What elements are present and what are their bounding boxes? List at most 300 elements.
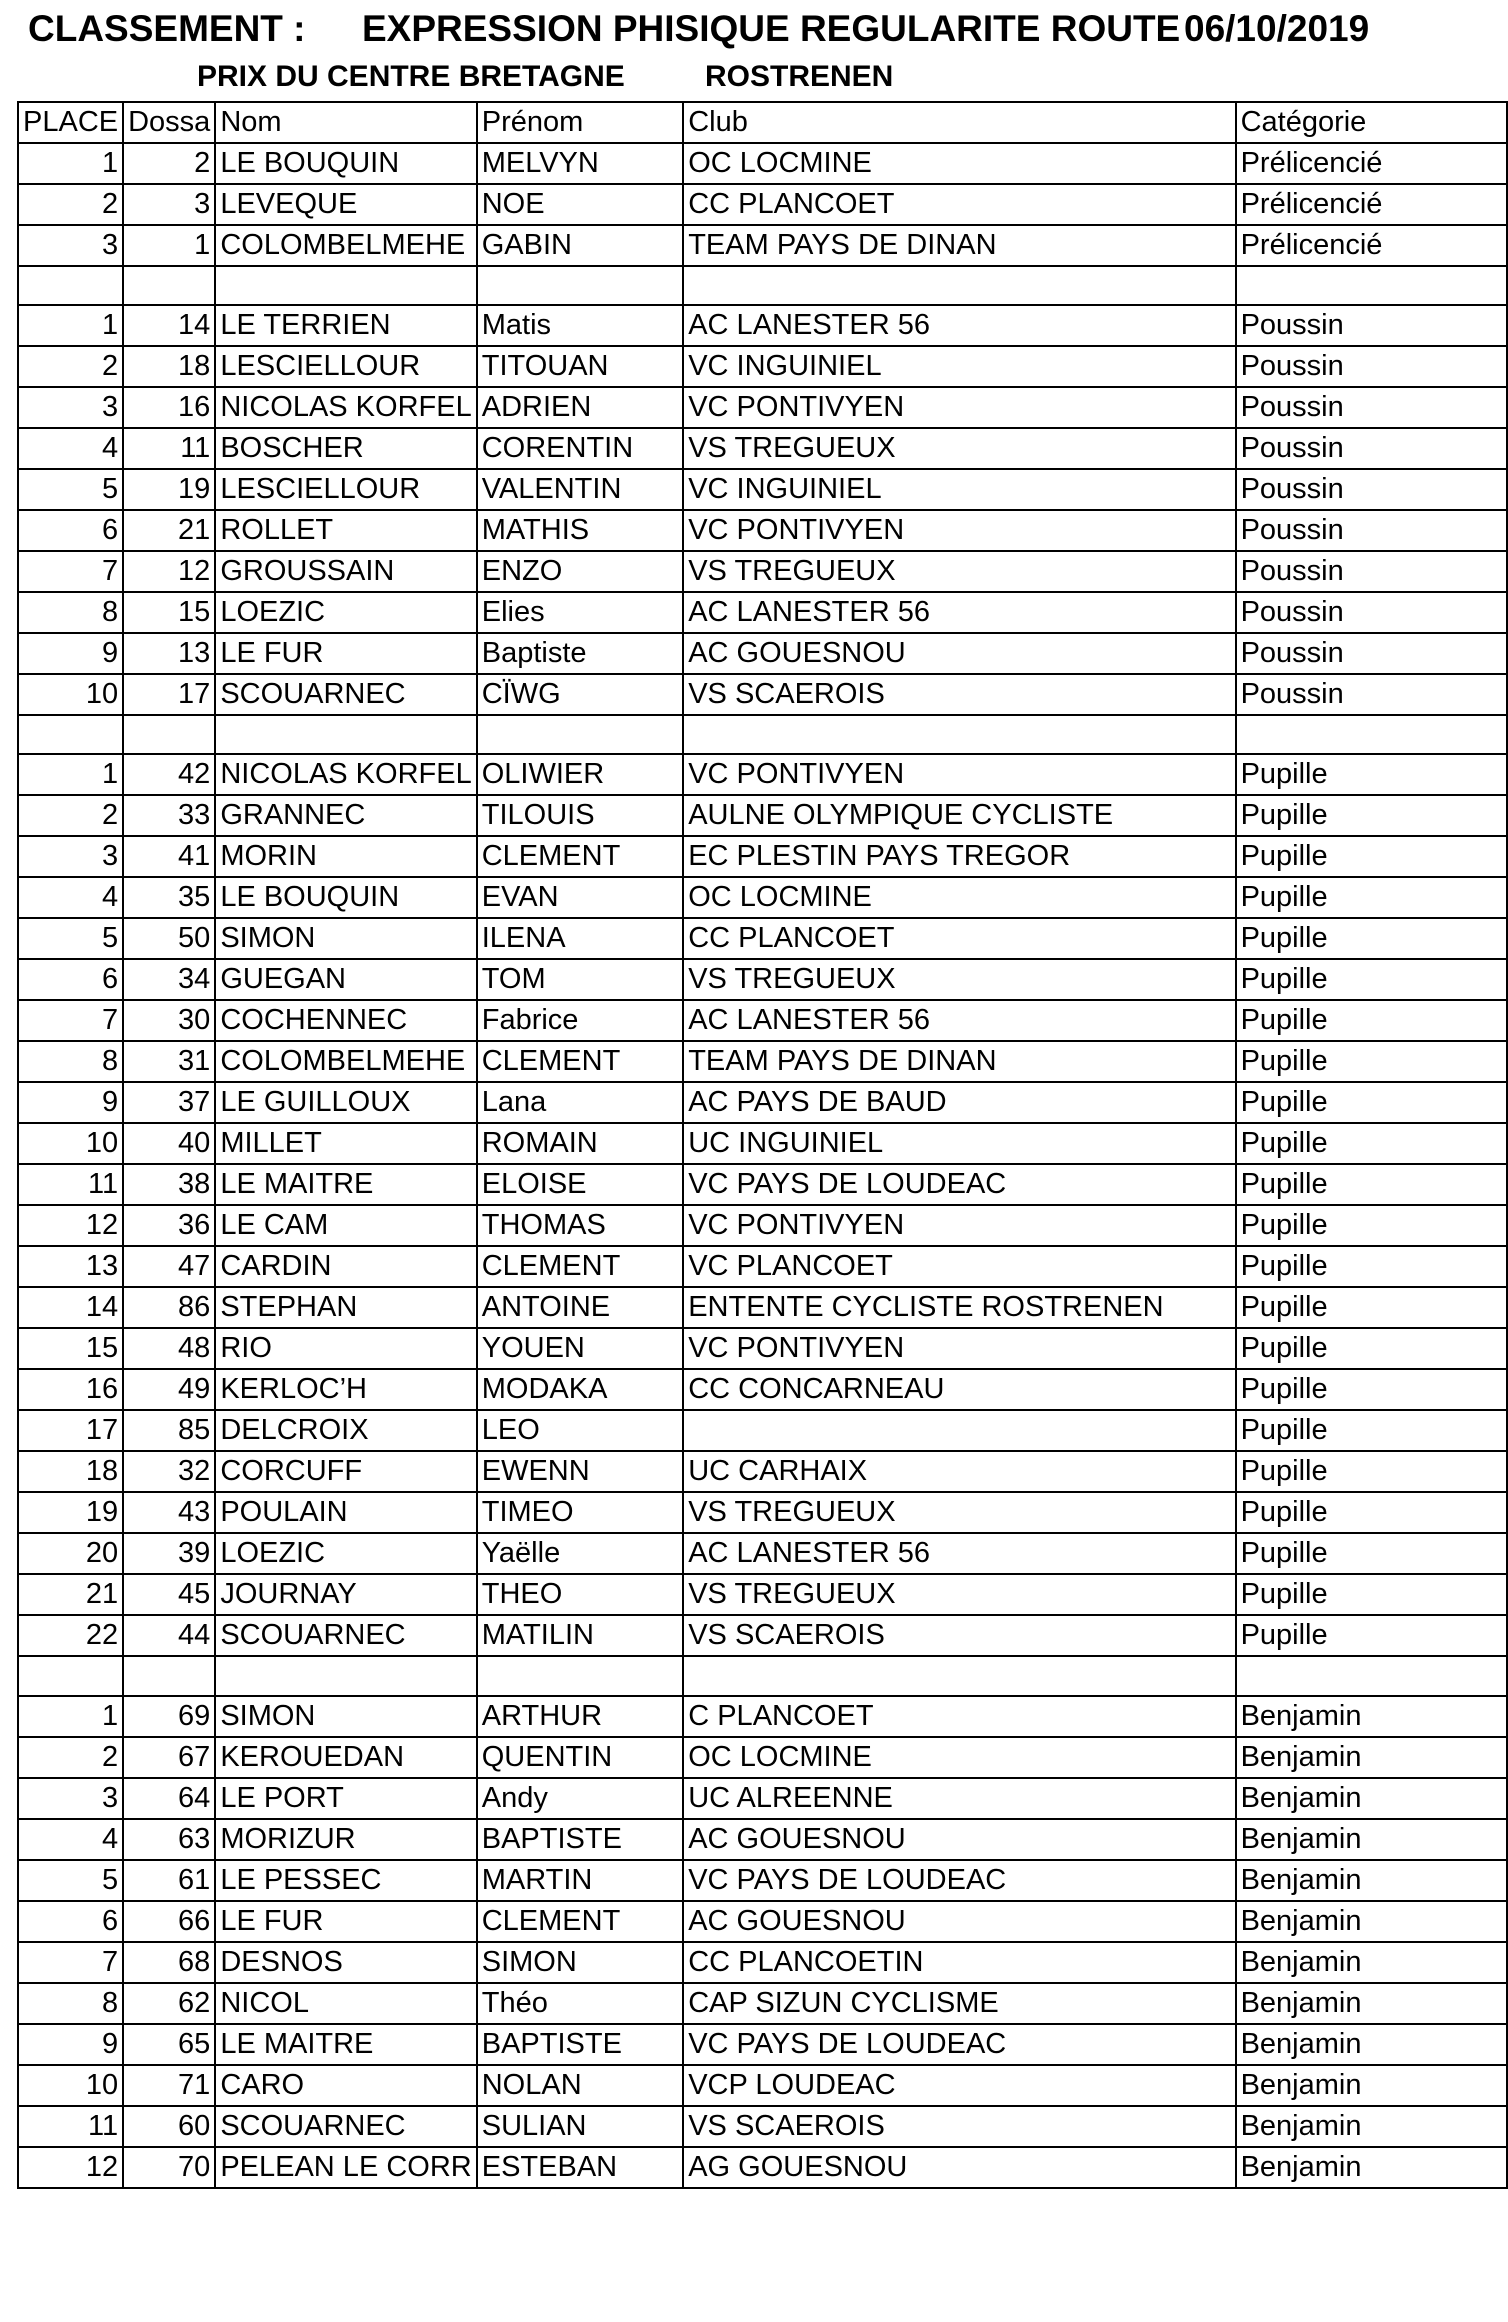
spacer-row: [18, 266, 1507, 305]
place-cell: 3: [18, 836, 123, 877]
prenom-cell: Fabrice: [477, 1000, 683, 1041]
nom-cell: SIMON: [215, 1696, 476, 1737]
table-row: [18, 346, 1507, 387]
spacer-row: [18, 715, 1507, 754]
place-cell: 12: [18, 1205, 123, 1246]
prenom-cell: OLIWIER: [477, 754, 683, 795]
prenom-cell: QUENTIN: [477, 1737, 683, 1778]
place-cell: 2: [18, 1737, 123, 1778]
table-row: [18, 1000, 1507, 1041]
place-cell: 11: [18, 2106, 123, 2147]
prenom-cell: ROMAIN: [477, 1123, 683, 1164]
club-cell: CC PLANCOET: [683, 184, 1235, 225]
table-row: [18, 1082, 1507, 1123]
prenom-cell: EVAN: [477, 877, 683, 918]
dossard-cell: 47: [123, 1246, 215, 1287]
prenom-cell: ESTEBAN: [477, 2147, 683, 2188]
nom-cell: LESCIELLOUR: [215, 469, 476, 510]
table-row: [18, 2106, 1507, 2147]
prenom-cell: MARTIN: [477, 1860, 683, 1901]
nom-cell: LE MAITRE: [215, 2024, 476, 2065]
table-row: [18, 143, 1507, 184]
place-cell: 5: [18, 1860, 123, 1901]
dossard-cell: 1: [123, 225, 215, 266]
location-subtitle: ROSTRENEN: [705, 60, 894, 93]
dossard-cell: [123, 1656, 215, 1695]
table-row: [18, 2024, 1507, 2065]
place-cell: 9: [18, 633, 123, 674]
table-row: [18, 1246, 1507, 1287]
nom-cell: GRANNEC: [215, 795, 476, 836]
club-cell: AC LANESTER 56: [683, 305, 1235, 346]
club-cell: AC LANESTER 56: [683, 1000, 1235, 1041]
club-cell: VS TREGUEUX: [683, 1492, 1235, 1533]
dossard-cell: 30: [123, 1000, 215, 1041]
club-cell: VC PAYS DE LOUDEAC: [683, 1164, 1235, 1205]
club-cell: VC PONTIVYEN: [683, 754, 1235, 795]
club-cell: VC INGUINIEL: [683, 469, 1235, 510]
club-cell: AC GOUESNOU: [683, 1901, 1235, 1942]
place-cell: [18, 1656, 123, 1695]
table-row: [18, 428, 1507, 469]
nom-cell: LE GUILLOUX: [215, 1082, 476, 1123]
nom-cell: MORIZUR: [215, 1819, 476, 1860]
club-cell: [683, 1410, 1235, 1451]
dossard-cell: 71: [123, 2065, 215, 2106]
prenom-cell: Andy: [477, 1778, 683, 1819]
categorie-cell: Pupille: [1236, 1410, 1507, 1451]
club-cell: VC PLANCOET: [683, 1246, 1235, 1287]
prenom-cell: SIMON: [477, 1942, 683, 1983]
table-row: [18, 754, 1507, 795]
club-cell: AULNE OLYMPIQUE CYCLISTE: [683, 795, 1235, 836]
place-cell: 21: [18, 1574, 123, 1615]
club-cell: CC CONCARNEAU: [683, 1369, 1235, 1410]
categorie-cell: Pupille: [1236, 1000, 1507, 1041]
prenom-cell: CÏWG: [477, 674, 683, 715]
dossard-cell: 17: [123, 674, 215, 715]
nom-cell: COLOMBELMEHE: [215, 225, 476, 266]
categorie-cell: Benjamin: [1236, 1942, 1507, 1983]
club-cell: AC GOUESNOU: [683, 1819, 1235, 1860]
nom-cell: LESCIELLOUR: [215, 346, 476, 387]
table-row: [18, 387, 1507, 428]
categorie-cell: Pupille: [1236, 877, 1507, 918]
nom-cell: [215, 1656, 476, 1695]
categorie-cell: Pupille: [1236, 1082, 1507, 1123]
nom-cell: LE PORT: [215, 1778, 476, 1819]
prenom-cell: SULIAN: [477, 2106, 683, 2147]
categorie-cell: Prélicencié: [1236, 184, 1507, 225]
club-cell: TEAM PAYS DE DINAN: [683, 1041, 1235, 1082]
categorie-cell: Benjamin: [1236, 1819, 1507, 1860]
categorie-cell: Pupille: [1236, 1451, 1507, 1492]
prenom-cell: Elies: [477, 592, 683, 633]
dossard-cell: 45: [123, 1574, 215, 1615]
place-cell: 1: [18, 305, 123, 346]
prenom-cell: MATHIS: [477, 510, 683, 551]
club-cell: AG GOUESNOU: [683, 2147, 1235, 2188]
place-cell: 3: [18, 1778, 123, 1819]
club-cell: UC CARHAIX: [683, 1451, 1235, 1492]
prenom-cell: EWENN: [477, 1451, 683, 1492]
header-row: [18, 102, 1507, 143]
place-cell: 14: [18, 1287, 123, 1328]
table-row: [18, 959, 1507, 1000]
table-row: [18, 1041, 1507, 1082]
club-cell: VC PONTIVYEN: [683, 1328, 1235, 1369]
event-date: 06/10/2019: [1184, 8, 1370, 49]
place-cell: 7: [18, 551, 123, 592]
nom-cell: JOURNAY: [215, 1574, 476, 1615]
categorie-cell: Poussin: [1236, 551, 1507, 592]
table-row: [18, 1983, 1507, 2024]
dossard-cell: 35: [123, 877, 215, 918]
prenom-cell: ELOISE: [477, 1164, 683, 1205]
prenom-cell: THEO: [477, 1574, 683, 1615]
dossard-cell: 15: [123, 592, 215, 633]
dossard-cell: 3: [123, 184, 215, 225]
categorie-cell: Benjamin: [1236, 2106, 1507, 2147]
club-cell: UC INGUINIEL: [683, 1123, 1235, 1164]
dossard-cell: 68: [123, 1942, 215, 1983]
place-cell: 4: [18, 1819, 123, 1860]
spacer-row: [18, 1656, 1507, 1695]
prenom-cell: TIMEO: [477, 1492, 683, 1533]
categorie-cell: Pupille: [1236, 754, 1507, 795]
dossard-cell: 48: [123, 1328, 215, 1369]
place-cell: 11: [18, 1164, 123, 1205]
nom-cell: MILLET: [215, 1123, 476, 1164]
nom-cell: LE CAM: [215, 1205, 476, 1246]
club-cell: OC LOCMINE: [683, 1737, 1235, 1778]
place-cell: 5: [18, 918, 123, 959]
place-cell: 8: [18, 592, 123, 633]
club-cell: VC PAYS DE LOUDEAC: [683, 1860, 1235, 1901]
dossard-cell: 40: [123, 1123, 215, 1164]
nom-cell: GUEGAN: [215, 959, 476, 1000]
categorie-cell: Poussin: [1236, 428, 1507, 469]
prenom-cell: TOM: [477, 959, 683, 1000]
categorie-cell: Poussin: [1236, 387, 1507, 428]
header-nom: Nom: [215, 102, 476, 143]
club-cell: [683, 266, 1235, 305]
prenom-cell: ILENA: [477, 918, 683, 959]
place-cell: 1: [18, 143, 123, 184]
categorie-cell: Pupille: [1236, 918, 1507, 959]
table-row: [18, 510, 1507, 551]
prenom-cell: NOE: [477, 184, 683, 225]
nom-cell: COLOMBELMEHE: [215, 1041, 476, 1082]
dossard-cell: 63: [123, 1819, 215, 1860]
nom-cell: CORCUFF: [215, 1451, 476, 1492]
prenom-cell: VALENTIN: [477, 469, 683, 510]
categorie-cell: Pupille: [1236, 1246, 1507, 1287]
table-row: [18, 1287, 1507, 1328]
table-row: [18, 1328, 1507, 1369]
club-cell: TEAM PAYS DE DINAN: [683, 225, 1235, 266]
categorie-cell: Benjamin: [1236, 1737, 1507, 1778]
nom-cell: LE FUR: [215, 1901, 476, 1942]
prenom-cell: ARTHUR: [477, 1696, 683, 1737]
table-row: [18, 1574, 1507, 1615]
dossard-cell: 38: [123, 1164, 215, 1205]
place-cell: 4: [18, 428, 123, 469]
place-cell: [18, 266, 123, 305]
nom-cell: DELCROIX: [215, 1410, 476, 1451]
table-row: [18, 184, 1507, 225]
dossard-cell: 12: [123, 551, 215, 592]
table-row: [18, 225, 1507, 266]
place-cell: 1: [18, 1696, 123, 1737]
header-club: Club: [683, 102, 1235, 143]
prenom-cell: [477, 715, 683, 754]
table-row: [18, 1942, 1507, 1983]
prenom-cell: [477, 1656, 683, 1695]
dossard-cell: 21: [123, 510, 215, 551]
club-cell: VS SCAEROIS: [683, 1615, 1235, 1656]
club-cell: UC ALREENNE: [683, 1778, 1235, 1819]
club-cell: VC PAYS DE LOUDEAC: [683, 2024, 1235, 2065]
place-cell: 10: [18, 674, 123, 715]
table-row: [18, 1533, 1507, 1574]
header-place: PLACE: [18, 102, 123, 143]
nom-cell: LOEZIC: [215, 592, 476, 633]
results-table: [17, 101, 1508, 2189]
table-row: [18, 1860, 1507, 1901]
prenom-cell: CORENTIN: [477, 428, 683, 469]
header-dossard: Dossa: [123, 102, 215, 143]
nom-cell: RIO: [215, 1328, 476, 1369]
dossard-cell: 14: [123, 305, 215, 346]
categorie-cell: Pupille: [1236, 1574, 1507, 1615]
dossard-cell: 66: [123, 1901, 215, 1942]
club-cell: AC GOUESNOU: [683, 633, 1235, 674]
nom-cell: LE TERRIEN: [215, 305, 476, 346]
nom-cell: DESNOS: [215, 1942, 476, 1983]
categorie-cell: Benjamin: [1236, 1778, 1507, 1819]
prenom-cell: BAPTISTE: [477, 2024, 683, 2065]
categorie-cell: [1236, 715, 1507, 754]
place-cell: 9: [18, 1082, 123, 1123]
nom-cell: LEVEQUE: [215, 184, 476, 225]
prenom-cell: CLEMENT: [477, 836, 683, 877]
place-cell: 7: [18, 1000, 123, 1041]
table-row: [18, 305, 1507, 346]
prenom-cell: ADRIEN: [477, 387, 683, 428]
dossard-cell: 44: [123, 1615, 215, 1656]
club-cell: AC LANESTER 56: [683, 592, 1235, 633]
table-row: [18, 1778, 1507, 1819]
table-row: [18, 1369, 1507, 1410]
header-categorie: Catégorie: [1236, 102, 1507, 143]
prenom-cell: CLEMENT: [477, 1041, 683, 1082]
dossard-cell: 37: [123, 1082, 215, 1123]
prenom-cell: NOLAN: [477, 2065, 683, 2106]
club-cell: CAP SIZUN CYCLISME: [683, 1983, 1235, 2024]
nom-cell: LOEZIC: [215, 1533, 476, 1574]
categorie-cell: Pupille: [1236, 1205, 1507, 1246]
club-cell: [683, 715, 1235, 754]
dossard-cell: 86: [123, 1287, 215, 1328]
prenom-cell: ENZO: [477, 551, 683, 592]
dossard-cell: [123, 715, 215, 754]
club-cell: VS SCAEROIS: [683, 674, 1235, 715]
dossard-cell: 43: [123, 1492, 215, 1533]
place-cell: 8: [18, 1041, 123, 1082]
dossard-cell: 50: [123, 918, 215, 959]
dossard-cell: 41: [123, 836, 215, 877]
nom-cell: KERLOC’H: [215, 1369, 476, 1410]
categorie-cell: Pupille: [1236, 1164, 1507, 1205]
dossard-cell: 70: [123, 2147, 215, 2188]
club-cell: VS SCAEROIS: [683, 2106, 1235, 2147]
prenom-cell: MELVYN: [477, 143, 683, 184]
categorie-cell: Pupille: [1236, 795, 1507, 836]
place-cell: 3: [18, 387, 123, 428]
table-row: [18, 1451, 1507, 1492]
place-cell: 18: [18, 1451, 123, 1492]
categorie-cell: Prélicencié: [1236, 225, 1507, 266]
table-row: [18, 592, 1507, 633]
nom-cell: CARDIN: [215, 1246, 476, 1287]
prenom-cell: TILOUIS: [477, 795, 683, 836]
place-cell: 12: [18, 2147, 123, 2188]
categorie-cell: Pupille: [1236, 1287, 1507, 1328]
table-row: [18, 1696, 1507, 1737]
dossard-cell: 36: [123, 1205, 215, 1246]
dossard-cell: 49: [123, 1369, 215, 1410]
categorie-cell: Benjamin: [1236, 1983, 1507, 2024]
nom-cell: MORIN: [215, 836, 476, 877]
table-row: [18, 551, 1507, 592]
categorie-cell: Pupille: [1236, 1041, 1507, 1082]
categorie-cell: Prélicencié: [1236, 143, 1507, 184]
table-row: [18, 633, 1507, 674]
table-row: [18, 674, 1507, 715]
table-row: [18, 877, 1507, 918]
table-row: [18, 1164, 1507, 1205]
nom-cell: ROLLET: [215, 510, 476, 551]
prenom-cell: GABIN: [477, 225, 683, 266]
prenom-cell: THOMAS: [477, 1205, 683, 1246]
categorie-cell: Poussin: [1236, 469, 1507, 510]
place-cell: 5: [18, 469, 123, 510]
table-row: [18, 2065, 1507, 2106]
place-cell: 20: [18, 1533, 123, 1574]
club-cell: VS TREGUEUX: [683, 1574, 1235, 1615]
dossard-cell: 42: [123, 754, 215, 795]
club-cell: [683, 1656, 1235, 1695]
nom-cell: LE MAITRE: [215, 1164, 476, 1205]
dossard-cell: 60: [123, 2106, 215, 2147]
club-cell: AC PAYS DE BAUD: [683, 1082, 1235, 1123]
club-cell: VC PONTIVYEN: [683, 510, 1235, 551]
dossard-cell: 61: [123, 1860, 215, 1901]
prix-subtitle: PRIX DU CENTRE BRETAGNE: [197, 60, 625, 93]
prenom-cell: LEO: [477, 1410, 683, 1451]
categorie-cell: Pupille: [1236, 1492, 1507, 1533]
table-row: [18, 469, 1507, 510]
prenom-cell: MODAKA: [477, 1369, 683, 1410]
club-cell: VS TREGUEUX: [683, 551, 1235, 592]
nom-cell: NICOL: [215, 1983, 476, 2024]
prenom-cell: MATILIN: [477, 1615, 683, 1656]
prenom-cell: TITOUAN: [477, 346, 683, 387]
prenom-cell: ANTOINE: [477, 1287, 683, 1328]
categorie-cell: Pupille: [1236, 1369, 1507, 1410]
table-row: [18, 1492, 1507, 1533]
categorie-cell: Pupille: [1236, 1123, 1507, 1164]
categorie-cell: Pupille: [1236, 1533, 1507, 1574]
dossard-cell: 31: [123, 1041, 215, 1082]
table-row: [18, 1819, 1507, 1860]
prenom-cell: Baptiste: [477, 633, 683, 674]
categorie-cell: Benjamin: [1236, 2065, 1507, 2106]
club-cell: VCP LOUDEAC: [683, 2065, 1235, 2106]
table-row: [18, 1615, 1507, 1656]
place-cell: 9: [18, 2024, 123, 2065]
dossard-cell: [123, 266, 215, 305]
place-cell: 22: [18, 1615, 123, 1656]
place-cell: [18, 715, 123, 754]
nom-cell: CARO: [215, 2065, 476, 2106]
nom-cell: SCOUARNEC: [215, 2106, 476, 2147]
club-cell: AC LANESTER 56: [683, 1533, 1235, 1574]
nom-cell: PELEAN LE CORR: [215, 2147, 476, 2188]
club-cell: EC PLESTIN PAYS TREGOR: [683, 836, 1235, 877]
club-cell: CC PLANCOETIN: [683, 1942, 1235, 1983]
nom-cell: [215, 715, 476, 754]
nom-cell: COCHENNEC: [215, 1000, 476, 1041]
categorie-cell: Pupille: [1236, 959, 1507, 1000]
dossard-cell: 65: [123, 2024, 215, 2065]
table-row: [18, 836, 1507, 877]
categorie-cell: Poussin: [1236, 592, 1507, 633]
dossard-cell: 33: [123, 795, 215, 836]
club-cell: ENTENTE CYCLISTE ROSTRENEN: [683, 1287, 1235, 1328]
nom-cell: NICOLAS KORFEL: [215, 754, 476, 795]
club-cell: VC INGUINIEL: [683, 346, 1235, 387]
prenom-cell: YOUEN: [477, 1328, 683, 1369]
nom-cell: SCOUARNEC: [215, 1615, 476, 1656]
dossard-cell: 85: [123, 1410, 215, 1451]
categorie-cell: [1236, 1656, 1507, 1695]
nom-cell: GROUSSAIN: [215, 551, 476, 592]
dossard-cell: 32: [123, 1451, 215, 1492]
categorie-cell: [1236, 266, 1507, 305]
categorie-cell: Poussin: [1236, 346, 1507, 387]
dossard-cell: 16: [123, 387, 215, 428]
place-cell: 3: [18, 225, 123, 266]
dossard-cell: 19: [123, 469, 215, 510]
dossard-cell: 13: [123, 633, 215, 674]
dossard-cell: 34: [123, 959, 215, 1000]
club-cell: VS TREGUEUX: [683, 428, 1235, 469]
club-cell: C PLANCOET: [683, 1696, 1235, 1737]
categorie-cell: Benjamin: [1236, 1860, 1507, 1901]
dossard-cell: 69: [123, 1696, 215, 1737]
place-cell: 2: [18, 795, 123, 836]
table-row: [18, 918, 1507, 959]
club-cell: OC LOCMINE: [683, 143, 1235, 184]
table-row: [18, 1901, 1507, 1942]
prenom-cell: CLEMENT: [477, 1901, 683, 1942]
prenom-cell: Matis: [477, 305, 683, 346]
place-cell: 19: [18, 1492, 123, 1533]
place-cell: 13: [18, 1246, 123, 1287]
dossard-cell: 11: [123, 428, 215, 469]
